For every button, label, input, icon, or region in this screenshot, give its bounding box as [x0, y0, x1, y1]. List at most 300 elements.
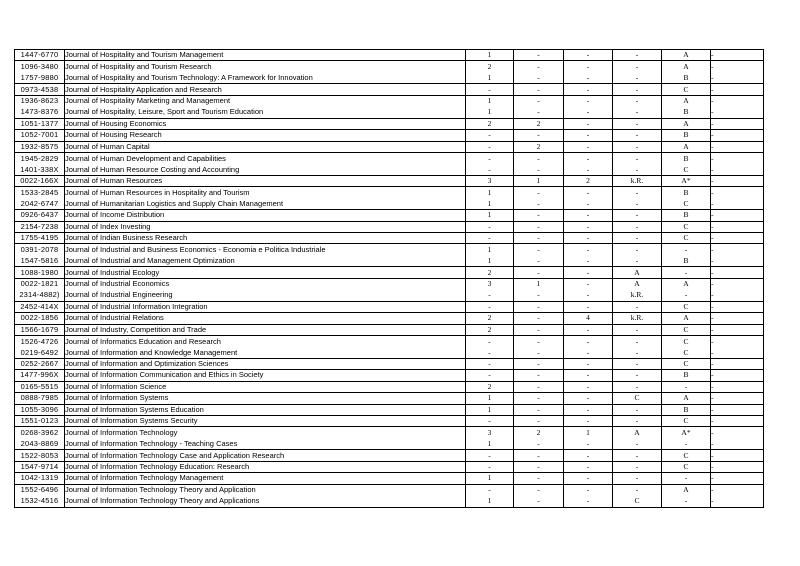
table-row [15, 233, 764, 244]
table-row [15, 382, 764, 393]
rating-cell-4: - [613, 222, 662, 233]
rating-cell-2: - [514, 107, 564, 118]
table-row [15, 302, 764, 313]
rating-cell-1: - [466, 485, 514, 496]
rating-cell-3: - [564, 50, 613, 61]
rating-cell-2: - [514, 187, 564, 198]
table-row [15, 496, 764, 507]
rating-cell-6: - [711, 84, 764, 95]
table-row [15, 325, 764, 336]
table-row [15, 336, 764, 347]
journal-name-cell: Journal of Hospitality, Leisure, Sport and Tourism Education [65, 107, 466, 118]
issn-cell: 1401-338X [15, 164, 65, 175]
rating-cell-6: - [711, 73, 764, 84]
issn-cell: 0268-3962 [15, 427, 65, 438]
rating-cell-3: - [564, 267, 613, 278]
table-row [15, 61, 764, 72]
rating-cell-2: - [514, 233, 564, 244]
rating-cell-6: - [711, 279, 764, 290]
rating-cell-2: - [514, 222, 564, 233]
rating-cell-1: 1 [466, 73, 514, 84]
journal-name-cell: Journal of Informatics Education and Research [65, 336, 466, 347]
rating-cell-5: A* [662, 176, 711, 187]
rating-cell-6: - [711, 107, 764, 118]
rating-cell-4: A [613, 427, 662, 438]
rating-cell-3: - [564, 347, 613, 358]
rating-cell-2: - [514, 359, 564, 370]
rating-cell-1: 1 [466, 496, 514, 507]
issn-cell: 1096-3480 [15, 61, 65, 72]
table-row [15, 73, 764, 84]
rating-cell-2: - [514, 313, 564, 324]
rating-cell-6: - [711, 267, 764, 278]
journal-name-cell: Journal of Income Distribution [65, 210, 466, 221]
table-row [15, 462, 764, 473]
table-row [15, 187, 764, 198]
journal-name-cell: Journal of Human Resources [65, 176, 466, 187]
issn-cell: 0165-5515 [15, 382, 65, 393]
rating-cell-1: 1 [466, 405, 514, 416]
rating-cell-5: - [662, 439, 711, 450]
rating-cell-2: - [514, 61, 564, 72]
table-body [15, 50, 764, 508]
rating-cell-4: A [613, 279, 662, 290]
rating-cell-4: - [613, 73, 662, 84]
rating-cell-1: 1 [466, 107, 514, 118]
rating-cell-6: - [711, 359, 764, 370]
table-row [15, 222, 764, 233]
rating-cell-6: - [711, 142, 764, 153]
rating-cell-4: - [613, 199, 662, 210]
rating-cell-6: - [711, 153, 764, 164]
journal-name-cell: Journal of Hospitality Application and Research [65, 84, 466, 95]
rating-cell-5: B [662, 130, 711, 141]
rating-cell-6: - [711, 61, 764, 72]
rating-cell-3: 1 [564, 427, 613, 438]
rating-cell-5: A [662, 50, 711, 61]
issn-cell: 2043-8869 [15, 439, 65, 450]
rating-cell-2: - [514, 50, 564, 61]
issn-cell: 0973-4538 [15, 84, 65, 95]
rating-cell-4: - [613, 96, 662, 107]
issn-cell: 0022-1856 [15, 313, 65, 324]
rating-cell-3: - [564, 153, 613, 164]
rating-cell-2: - [514, 336, 564, 347]
rating-cell-1: - [466, 302, 514, 313]
rating-cell-2: - [514, 73, 564, 84]
rating-cell-6: - [711, 370, 764, 381]
rating-cell-1: - [466, 222, 514, 233]
rating-cell-6: - [711, 382, 764, 393]
rating-cell-1: 1 [466, 473, 514, 484]
rating-cell-6: - [711, 176, 764, 187]
journal-name-cell: Journal of Information and Optimization Sciences [65, 359, 466, 370]
issn-cell: 1052-7001 [15, 130, 65, 141]
journal-name-cell: Journal of Industry, Competition and Trade [65, 325, 466, 336]
rating-cell-6: - [711, 439, 764, 450]
issn-cell: 1447-6770 [15, 50, 65, 61]
rating-cell-5: A [662, 119, 711, 130]
rating-cell-6: - [711, 462, 764, 473]
rating-cell-1: 1 [466, 187, 514, 198]
rating-cell-4: - [613, 130, 662, 141]
table-row [15, 313, 764, 324]
rating-cell-1: - [466, 164, 514, 175]
rating-cell-3: - [564, 96, 613, 107]
rating-cell-6: - [711, 347, 764, 358]
rating-cell-4: - [613, 142, 662, 153]
rating-cell-1: 1 [466, 210, 514, 221]
journal-name-cell: Journal of Information Technology Education: Research [65, 462, 466, 473]
rating-cell-3: - [564, 233, 613, 244]
issn-cell: 1945-2829 [15, 153, 65, 164]
rating-cell-1: 1 [466, 244, 514, 255]
rating-cell-4: - [613, 405, 662, 416]
table-row [15, 359, 764, 370]
rating-cell-4: - [613, 416, 662, 427]
journal-name-cell: Journal of Hospitality and Tourism Research [65, 61, 466, 72]
issn-cell: 1532-4516 [15, 496, 65, 507]
rating-cell-1: - [466, 347, 514, 358]
table-row [15, 107, 764, 118]
rating-cell-1: 2 [466, 61, 514, 72]
table-row [15, 50, 764, 61]
issn-cell: 0219-6492 [15, 347, 65, 358]
rating-cell-3: - [564, 370, 613, 381]
rating-cell-2: - [514, 302, 564, 313]
rating-cell-4: - [613, 336, 662, 347]
rating-cell-3: 4 [564, 313, 613, 324]
rating-cell-4: - [613, 84, 662, 95]
rating-cell-1: - [466, 462, 514, 473]
rating-cell-6: - [711, 164, 764, 175]
rating-cell-1: 1 [466, 256, 514, 267]
rating-cell-2: - [514, 199, 564, 210]
rating-cell-4: - [613, 302, 662, 313]
issn-cell: 1936-8623 [15, 96, 65, 107]
rating-cell-4: C [613, 393, 662, 404]
issn-cell: 0022-1821 [15, 279, 65, 290]
rating-cell-4: - [613, 107, 662, 118]
rating-cell-2: - [514, 347, 564, 358]
rating-cell-5: C [662, 222, 711, 233]
rating-cell-4: - [613, 473, 662, 484]
issn-cell: 0391-2078 [15, 244, 65, 255]
table-row [15, 210, 764, 221]
rating-cell-5: C [662, 84, 711, 95]
rating-cell-3: - [564, 199, 613, 210]
table-row [15, 450, 764, 461]
rating-cell-2: - [514, 462, 564, 473]
rating-cell-2: - [514, 256, 564, 267]
rating-cell-4: - [613, 439, 662, 450]
issn-cell: 1533-2845 [15, 187, 65, 198]
rating-cell-5: C [662, 199, 711, 210]
table-row [15, 96, 764, 107]
rating-cell-3: - [564, 405, 613, 416]
rating-cell-6: - [711, 96, 764, 107]
rating-cell-5: C [662, 462, 711, 473]
rating-cell-4: - [613, 233, 662, 244]
rating-cell-2: - [514, 473, 564, 484]
table-row [15, 164, 764, 175]
rating-cell-3: - [564, 119, 613, 130]
rating-cell-5: C [662, 416, 711, 427]
rating-cell-1: 2 [466, 382, 514, 393]
rating-cell-3: - [564, 462, 613, 473]
rating-cell-5: B [662, 187, 711, 198]
rating-cell-5: C [662, 336, 711, 347]
rating-cell-4: - [613, 382, 662, 393]
issn-cell: 0022-166X [15, 176, 65, 187]
rating-cell-4: k.R. [613, 290, 662, 301]
rating-cell-5: A [662, 96, 711, 107]
rating-cell-6: - [711, 427, 764, 438]
rating-cell-2: - [514, 267, 564, 278]
journal-name-cell: Journal of Industrial and Business Economics - Economia e Politica Industriale [65, 244, 466, 255]
rating-cell-3: - [564, 473, 613, 484]
rating-cell-1: - [466, 336, 514, 347]
journal-name-cell: Journal of Hospitality Marketing and Management [65, 96, 466, 107]
rating-cell-6: - [711, 199, 764, 210]
rating-cell-5: A* [662, 427, 711, 438]
rating-cell-6: - [711, 473, 764, 484]
rating-cell-5: A [662, 279, 711, 290]
table-row [15, 199, 764, 210]
table-row [15, 290, 764, 301]
rating-cell-6: - [711, 416, 764, 427]
rating-cell-3: - [564, 290, 613, 301]
rating-cell-5: A [662, 313, 711, 324]
issn-cell: 1522-8053 [15, 450, 65, 461]
rating-cell-6: - [711, 256, 764, 267]
rating-cell-2: 1 [514, 176, 564, 187]
issn-cell: 1477-996X [15, 370, 65, 381]
table-row [15, 393, 764, 404]
rating-cell-5: A [662, 393, 711, 404]
table-row [15, 370, 764, 381]
rating-cell-1: 3 [466, 279, 514, 290]
rating-cell-3: - [564, 107, 613, 118]
table-row [15, 176, 764, 187]
rating-cell-4: - [613, 50, 662, 61]
journal-name-cell: Journal of Housing Economics [65, 119, 466, 130]
rating-cell-6: - [711, 485, 764, 496]
table-row [15, 244, 764, 255]
rating-cell-5: B [662, 370, 711, 381]
rating-cell-5: B [662, 405, 711, 416]
table-row [15, 153, 764, 164]
issn-cell: 1055-3096 [15, 405, 65, 416]
issn-cell: 2314-4882) [15, 290, 65, 301]
rating-cell-5: B [662, 73, 711, 84]
table-row [15, 427, 764, 438]
rating-cell-1: - [466, 359, 514, 370]
rating-cell-2: 1 [514, 279, 564, 290]
rating-cell-5: A [662, 61, 711, 72]
rating-cell-2: - [514, 153, 564, 164]
table-row [15, 84, 764, 95]
journal-name-cell: Journal of Information Technology - Teaching Cases [65, 439, 466, 450]
rating-cell-5: - [662, 290, 711, 301]
issn-cell: 1755-4195 [15, 233, 65, 244]
rating-cell-5: B [662, 153, 711, 164]
rating-cell-1: 3 [466, 176, 514, 187]
journal-name-cell: Journal of Hospitality and Tourism Management [65, 50, 466, 61]
rating-cell-4: - [613, 450, 662, 461]
rating-cell-4: - [613, 462, 662, 473]
rating-cell-3: 2 [564, 176, 613, 187]
rating-cell-3: - [564, 279, 613, 290]
issn-cell: 1088-1980 [15, 267, 65, 278]
journal-name-cell: Journal of Housing Research [65, 130, 466, 141]
rating-cell-6: - [711, 336, 764, 347]
issn-cell: 1566-1679 [15, 325, 65, 336]
rating-cell-1: - [466, 84, 514, 95]
rating-cell-5: - [662, 382, 711, 393]
rating-cell-6: - [711, 393, 764, 404]
rating-cell-2: - [514, 496, 564, 507]
table-row [15, 473, 764, 484]
rating-cell-2: - [514, 96, 564, 107]
rating-cell-1: - [466, 450, 514, 461]
journal-name-cell: Journal of Industrial Ecology [65, 267, 466, 278]
journal-name-cell: Journal of Information Technology Theory and Applications [65, 496, 466, 507]
issn-cell: 2042-6747 [15, 199, 65, 210]
rating-cell-4: - [613, 244, 662, 255]
rating-cell-4: - [613, 187, 662, 198]
journal-name-cell: Journal of Hospitality and Tourism Technology: A Framework for Innovation [65, 73, 466, 84]
issn-cell: 0888-7985 [15, 393, 65, 404]
issn-cell: 2452-414X [15, 302, 65, 313]
rating-cell-6: - [711, 325, 764, 336]
rating-cell-2: - [514, 416, 564, 427]
rating-cell-3: - [564, 485, 613, 496]
issn-cell: 1042-1319 [15, 473, 65, 484]
rating-cell-2: - [514, 84, 564, 95]
rating-cell-5: B [662, 107, 711, 118]
rating-cell-6: - [711, 187, 764, 198]
rating-cell-1: 3 [466, 427, 514, 438]
rating-cell-2: - [514, 485, 564, 496]
rating-cell-1: 2 [466, 119, 514, 130]
rating-cell-2: - [514, 393, 564, 404]
table-row [15, 119, 764, 130]
rating-cell-2: - [514, 130, 564, 141]
issn-cell: 2154-7238 [15, 222, 65, 233]
journal-name-cell: Journal of Index Investing [65, 222, 466, 233]
rating-cell-1: 2 [466, 267, 514, 278]
journal-name-cell: Journal of Information Systems Education [65, 405, 466, 416]
rating-cell-5: A [662, 485, 711, 496]
issn-cell: 1932-8575 [15, 142, 65, 153]
rating-cell-3: - [564, 302, 613, 313]
rating-cell-2: 2 [514, 427, 564, 438]
issn-cell: 1547-9714 [15, 462, 65, 473]
rating-cell-6: - [711, 496, 764, 507]
rating-cell-2: - [514, 244, 564, 255]
rating-cell-1: 2 [466, 313, 514, 324]
table-row [15, 416, 764, 427]
journal-name-cell: Journal of Information and Knowledge Management [65, 347, 466, 358]
issn-cell: 1552-6496 [15, 485, 65, 496]
journal-name-cell: Journal of Human Development and Capabilities [65, 153, 466, 164]
rating-cell-4: - [613, 359, 662, 370]
issn-cell: 1051-1377 [15, 119, 65, 130]
rating-cell-6: - [711, 233, 764, 244]
rating-cell-1: 2 [466, 325, 514, 336]
rating-cell-3: - [564, 336, 613, 347]
rating-cell-5: C [662, 450, 711, 461]
rating-cell-3: - [564, 187, 613, 198]
journal-name-cell: Journal of Information Technology Case and Application Research [65, 450, 466, 461]
rating-cell-6: - [711, 119, 764, 130]
rating-cell-1: 1 [466, 50, 514, 61]
rating-cell-3: - [564, 325, 613, 336]
rating-cell-3: - [564, 359, 613, 370]
rating-cell-5: - [662, 267, 711, 278]
issn-cell: 1547-5816 [15, 256, 65, 267]
rating-cell-2: 2 [514, 119, 564, 130]
rating-cell-5: A [662, 142, 711, 153]
rating-cell-3: - [564, 142, 613, 153]
issn-cell: 1473-8376 [15, 107, 65, 118]
rating-cell-1: - [466, 416, 514, 427]
rating-cell-2: - [514, 290, 564, 301]
rating-cell-1: 1 [466, 96, 514, 107]
rating-cell-4: A [613, 267, 662, 278]
table-row [15, 130, 764, 141]
journal-name-cell: Journal of Industrial Relations [65, 313, 466, 324]
rating-cell-5: C [662, 359, 711, 370]
rating-cell-2: - [514, 370, 564, 381]
issn-cell: 0252-2667 [15, 359, 65, 370]
rating-cell-3: - [564, 382, 613, 393]
rating-cell-5: C [662, 347, 711, 358]
rating-cell-2: - [514, 382, 564, 393]
rating-cell-3: - [564, 496, 613, 507]
rating-cell-2: - [514, 450, 564, 461]
journal-name-cell: Journal of Information Communication and Ethics in Society [65, 370, 466, 381]
rating-cell-3: - [564, 84, 613, 95]
journal-name-cell: Journal of Information Systems Security [65, 416, 466, 427]
rating-cell-1: - [466, 153, 514, 164]
rating-cell-4: k.R. [613, 313, 662, 324]
rating-cell-6: - [711, 290, 764, 301]
rating-cell-6: - [711, 50, 764, 61]
rating-cell-3: - [564, 210, 613, 221]
rating-cell-3: - [564, 61, 613, 72]
rating-cell-2: - [514, 210, 564, 221]
rating-cell-2: - [514, 164, 564, 175]
journal-name-cell: Journal of Information Science [65, 382, 466, 393]
rating-cell-6: - [711, 244, 764, 255]
rating-cell-4: - [613, 164, 662, 175]
table-row [15, 279, 764, 290]
rating-cell-6: - [711, 130, 764, 141]
rating-cell-5: C [662, 302, 711, 313]
rating-cell-6: - [711, 450, 764, 461]
rating-cell-3: - [564, 73, 613, 84]
journal-name-cell: Journal of Information Technology Management [65, 473, 466, 484]
journal-name-cell: Journal of Industrial Information Integration [65, 302, 466, 313]
journal-name-cell: Journal of Human Resource Costing and Accounting [65, 164, 466, 175]
journal-name-cell: Journal of Information Systems [65, 393, 466, 404]
rating-cell-1: 1 [466, 439, 514, 450]
rating-cell-3: - [564, 256, 613, 267]
issn-cell: 1757-9880 [15, 73, 65, 84]
table-row [15, 267, 764, 278]
